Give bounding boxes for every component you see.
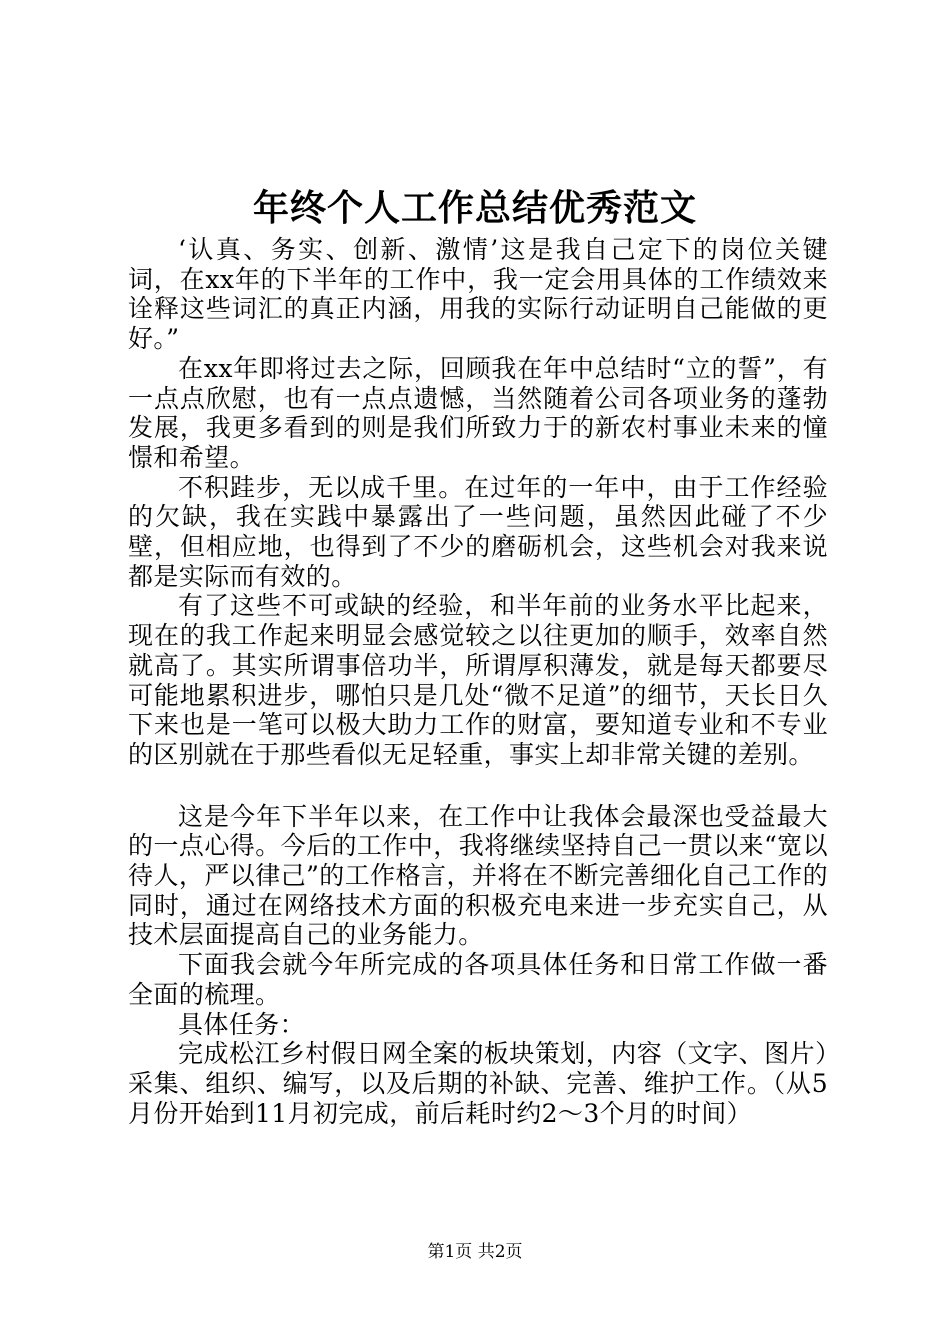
paragraph-6: 下面我会就今年所完成的各项具体任务和日常工作做一番全面的梳理。 (128, 950, 828, 1009)
paragraph-4: 有了这些不可或缺的经验，和半年前的业务水平比起来，现在的我工作起来明显会感觉较之以往更加的顺手，效率自然就高了。其实所谓事倍功半，所谓厚积薄发，就是每天都要尽可能地累积进步，哪怕只是几处“微不足道”的细节，天长日久下来也是一笔可以极大助力工作的财富，要知道专业和不专业的区别就在于那些看似无足轻重，事实上却非常关键的差别。 (128, 591, 828, 769)
document-title: 年终个人工作总结优秀范文 (252, 187, 697, 229)
paragraph-8: 完成松江乡村假日网全案的板块策划，内容（文字、图片）采集、组织、编写，以及后期的补缺、完善、维护工作。（从5月份开始到11月初完成，前后耗时约2～3个月的时间） (128, 1039, 828, 1128)
paragraph-1: ‘认真、务实、创新、激情’这是我自己定下的岗位关键词，在xx年的下半年的工作中，我一定会用具体的工作绩效来诠释这些词汇的真正内涵，用我的实际行动证明自己能做的更好。” (128, 235, 828, 354)
document-body (128, 235, 828, 1128)
paragraph-2: 在xx年即将过去之际，回顾我在年中总结时“立的誓”，有一点点欣慰，也有一点点遗憾，当然随着公司各项业务的蓬勃发展，我更多看到的则是我们所致力于的新农村事业未来的憧憬和希望。 (128, 353, 828, 472)
paragraph-3: 不积跬步，无以成千里。在过年的一年中，由于工作经验的欠缺，我在实践中暴露出了一些问题，虽然因此碰了不少壁，但相应地，也得到了不少的磨砺机会，这些机会对我来说都是实际而有效的。 (128, 472, 828, 591)
paragraph-5: 这是今年下半年以来，在工作中让我体会最深也受益最大的一点心得。今后的工作中，我将继续坚持自己一贯以来“宽以待人，严以律己”的工作格言，并将在不断完善细化自己工作的同时，通过在网络技术方面的积极充电来进一步充实自己，从技术层面提高自己的业务能力。 (128, 801, 828, 950)
page-footer: 第1页 共2页 (427, 1242, 523, 1262)
paragraph-7-heading: 具体任务： (178, 1009, 306, 1039)
